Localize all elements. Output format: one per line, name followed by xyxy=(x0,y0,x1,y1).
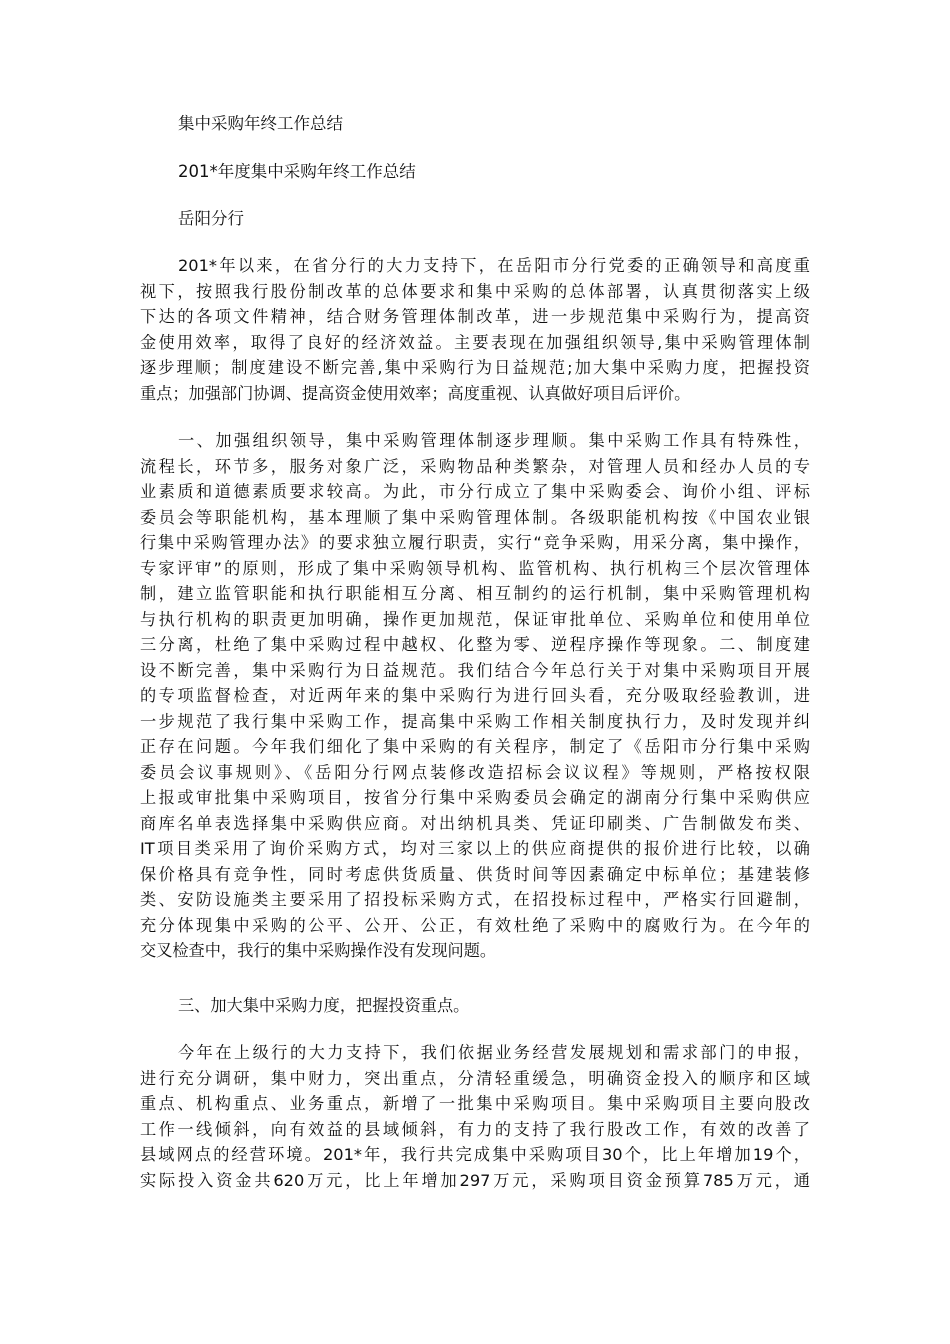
branch-name: 岳阳分行 xyxy=(178,209,244,228)
text-line: 流程长，环节多，服务对象广泛，采购物品种类繁杂，对管理人员和经办人员的专 xyxy=(140,456,810,476)
text-line: 制，建立监管职能和执行职能相互分离、相互制约的运行机制，集中采购管理机构 xyxy=(140,584,810,603)
text-line: 今年在上级行的大力支持下，我们依据业务经营发展规划和需求部门的申报， xyxy=(178,1043,810,1062)
paragraph-section-one-two xyxy=(140,428,810,964)
text-line: 委员会议事规则》、《岳阳分行网点装修改造招标会议议程》等规则，严格按权限 xyxy=(140,762,810,782)
text-line: 进行充分调研，集中财力，突出重点，分清轻重缓急，明确资金投入的顺序和区域 xyxy=(140,1068,810,1088)
text-line: 行集中采购管理办法》的要求独立履行职责，实行“竞争采购，用采分离，集中操作， xyxy=(140,533,810,552)
section-three-heading xyxy=(140,993,810,1019)
paragraph-intro xyxy=(140,253,810,406)
text-line: 一步规范了我行集中采购工作，提高集中采购工作相关制度执行力，及时发现并纠 xyxy=(140,711,810,731)
text-line: 三分离，杜绝了集中采购过程中越权、化整为零、逆程序操作等现象。二、制度建 xyxy=(140,635,810,654)
text-line: 委员会等职能机构，基本理顺了集中采购管理体制。各级职能机构按《中国农业银 xyxy=(140,507,810,527)
text-line: 的专项监督检查，对近两年来的集中采购行为进行回头看，充分吸取经验教训，进 xyxy=(140,686,810,705)
text-line: 工作一线倾斜，向有效益的县域倾斜，有力的支持了我行股改工作，有效的改善了 xyxy=(140,1119,810,1139)
text-line: 充分体现集中采购的公平、公开、公正，有效杜绝了采购中的腐败行为。在今年的 xyxy=(140,915,810,935)
text-line: 实际投入资金共620万元，比上年增加297万元，采购项目资金预算785万元，通 xyxy=(140,1170,810,1190)
paragraph-section-three xyxy=(140,1040,810,1193)
text-line: 设不断完善，集中采购行为日益规范。我们结合今年总行关于对集中采购项目开展 xyxy=(140,660,810,680)
text-line: 一、加强组织领导，集中采购管理体制逐步理顺。集中采购工作具有特殊性， xyxy=(178,431,810,450)
text-line: 专家评审”的原则，形成了集中采购领导机构、监管机构、执行机构三个层次管理体 xyxy=(140,558,810,578)
text-line: 正存在问题。今年我们细化了集中采购的有关程序，制定了《岳阳市分行集中采购 xyxy=(140,737,810,756)
text-line: 商库名单表选择集中采购供应商。对出纳机具类、凭证印刷类、广告制做发布类、 xyxy=(140,813,810,833)
text-line: 三、加大集中采购力度，把握投资重点。 xyxy=(178,996,470,1015)
text-line: 与执行机构的职责更加明确，操作更加规范，保证审批单位、采购单位和使用单位 xyxy=(140,609,810,629)
text-line: 业素质和道德素质要求较高。为此，市分行成立了集中采购委会、询价小组、评标 xyxy=(140,482,810,501)
text-line: 县域网点的经营环境。201*年，我行共完成集中采购项目30个，比上年增加19个， xyxy=(140,1145,810,1164)
text-line: 下达的各项文件精神，结合财务管理体制改革，进一步规范集中采购行为，提高资 xyxy=(140,307,810,326)
text-line: 金使用效率，取得了良好的经济效益。主要表现在加强组织领导,集中采购管理体制 xyxy=(140,332,810,352)
text-line: 逐步理顺；制度建设不断完善,集中采购行为日益规范;加大集中采购力度，把握投资 xyxy=(140,358,810,377)
text-line: 上报或审批集中采购项目，按省分行集中采购委员会确定的湖南分行集中采购供应 xyxy=(140,788,810,807)
text-line: 视下，按照我行股份制改革的总体要求和集中采购的总体部署，认真贯彻落实上级 xyxy=(140,281,810,301)
text-line: 保价格具有竞争性，同时考虑供货质量、供货时间等因素确定中标单位；基建装修 xyxy=(140,864,810,884)
text-line: 201*年以来，在省分行的大力支持下，在岳阳市分行党委的正确领导和高度重 xyxy=(178,256,810,275)
text-line: IT项目类采用了询价采购方式，均对三家以上的供应商提供的报价进行比较，以确 xyxy=(140,839,810,858)
text-line: 重点、机构重点、业务重点，新增了一批集中采购项目。集中采购项目主要向股改 xyxy=(140,1094,810,1113)
text-line: 类、安防设施类主要采用了招投标采购方式，在招投标过程中，严格实行回避制， xyxy=(140,890,810,909)
text-line: 重点；加强部门协调、提高资金使用效率；高度重视、认真做好项目后评价。 xyxy=(140,383,691,403)
document-title: 集中采购年终工作总结 xyxy=(178,114,343,133)
document-subtitle: 201*年度集中采购年终工作总结 xyxy=(178,162,416,181)
text-line: 交叉检查中，我行的集中采购操作没有发现问题。 xyxy=(140,941,497,960)
